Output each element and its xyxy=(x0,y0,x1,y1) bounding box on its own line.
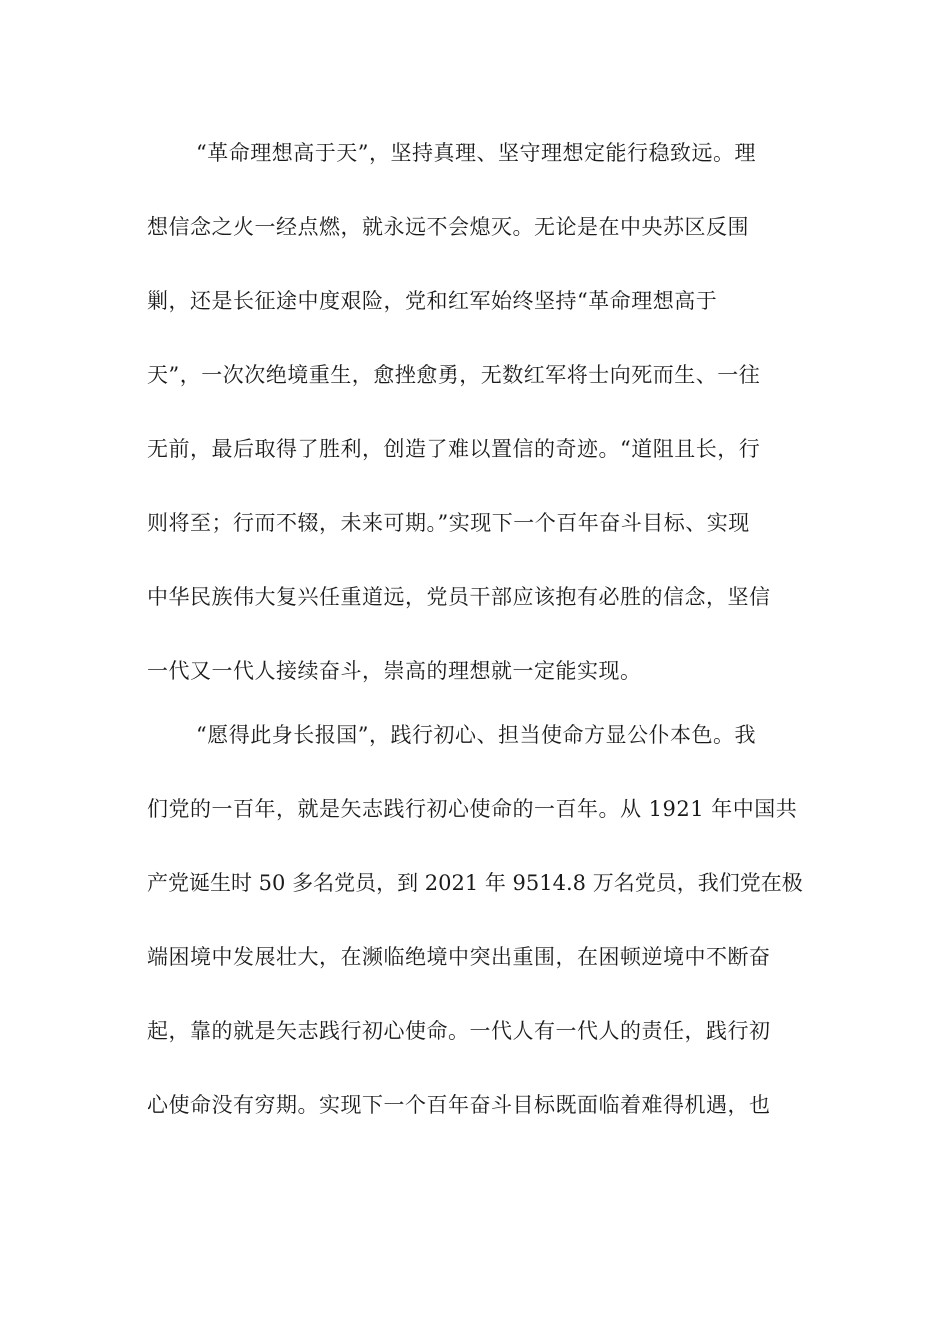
paragraph-1-line-6: 则将至；行而不辍，未来可期。”实现下一个百年奋斗目标、实现 xyxy=(147,511,750,535)
paragraph-1-line-2: 想信念之火一经点燃，就永远不会熄灭。无论是在中央苏区反围 xyxy=(147,215,749,239)
paragraph-1-line-1: “革命理想高于天”，坚持真理、坚守理想定能行稳致远。理 xyxy=(196,141,756,165)
paragraph-1-line-7: 中华民族伟大复兴任重道远，党员干部应该抱有必胜的信念，坚信 xyxy=(147,585,771,609)
paragraph-2-line-3: 产党诞生时 50 多名党员，到 2021 年 9514.8 万名党员，我们党在极 xyxy=(147,871,803,895)
paragraph-1-line-4: 天”，一次次绝境重生，愈挫愈勇，无数红军将士向死而生、一往 xyxy=(147,363,761,387)
paragraph-1-line-8: 一代又一代人接续奋斗，崇高的理想就一定能实现。 xyxy=(147,659,642,683)
paragraph-2-line-2: 们党的一百年，就是矢志践行初心使命的一百年。从 1921 年中国共 xyxy=(147,797,798,821)
paragraph-2-line-4: 端困境中发展壮大，在濒临绝境中突出重围，在困顿逆境中不断奋 xyxy=(147,945,771,969)
paragraph-2-line-5: 起，靠的就是矢志践行初心使命。一代人有一代人的责任，践行初 xyxy=(147,1019,771,1043)
paragraph-2-line-6: 心使命没有穷期。实现下一个百年奋斗目标既面临着难得机遇，也 xyxy=(147,1093,771,1117)
paragraph-1-line-5: 无前，最后取得了胜利，创造了难以置信的奇迹。“道阻且长，行 xyxy=(147,437,761,461)
paragraph-1-line-3: 剿，还是长征途中度艰险，党和红军始终坚持“革命理想高于 xyxy=(147,289,718,313)
paragraph-2-line-1: “愿得此身长报国”，践行初心、担当使命方显公仆本色。我 xyxy=(196,723,756,747)
